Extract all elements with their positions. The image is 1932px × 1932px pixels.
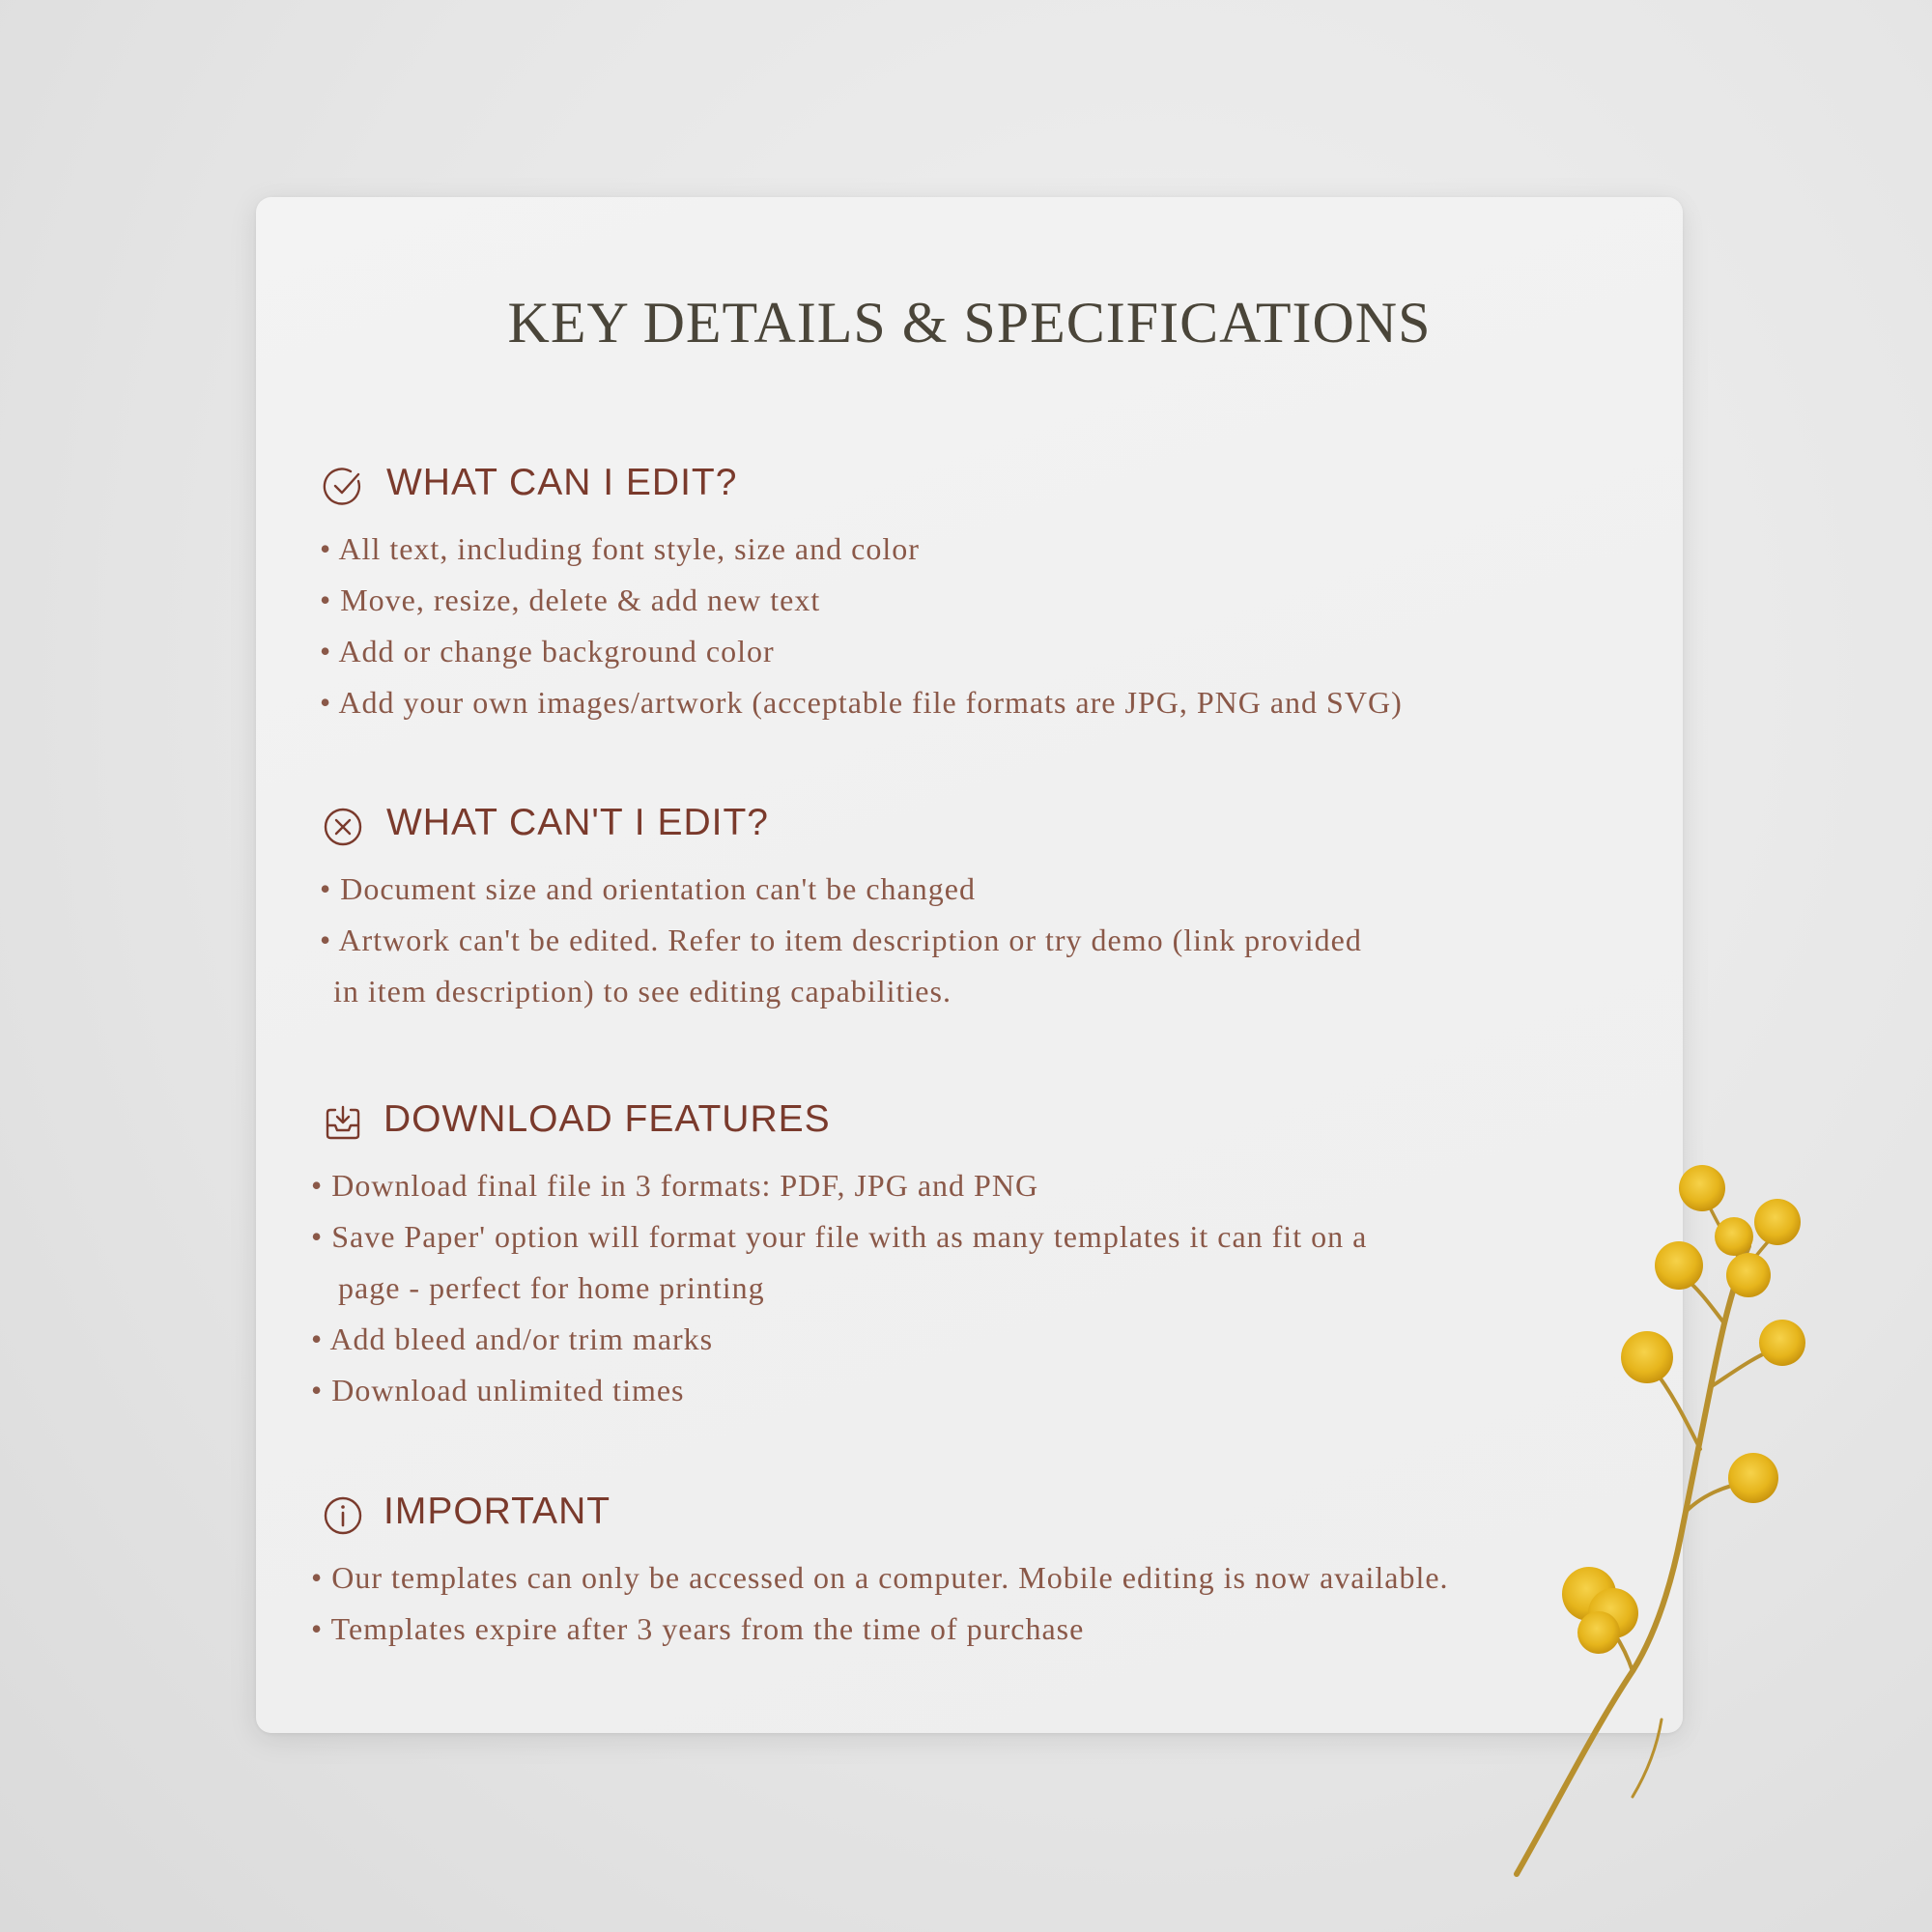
section-download-features <box>256 1094 1683 1407</box>
list-item: • Our templates can only be accessed on a computer. Mobile editing is now available. <box>311 1560 1449 1595</box>
section-important <box>256 1487 1683 1646</box>
list-item: • Document size and orientation can't be changed <box>320 871 976 906</box>
list-item-text: • Save Paper' option will format your file with as many templates it can fit on a <box>311 1219 1368 1254</box>
list-item: • Move, resize, delete & add new text <box>320 582 821 617</box>
section-heading: DOWNLOAD FEATURES <box>384 1098 831 1140</box>
list-item <box>311 1211 1367 1314</box>
section-header <box>256 798 1683 856</box>
info-circle-icon <box>322 1494 364 1537</box>
list-item: • Templates expire after 3 years from the time of purchase <box>311 1611 1085 1646</box>
section-header <box>256 458 1683 516</box>
download-box-icon <box>322 1102 364 1145</box>
section-what-cant-i-edit <box>256 798 1683 1009</box>
list-item: • All text, including font style, size and color <box>320 531 920 566</box>
list-item: • Add your own images/artwork (acceptable file formats are JPG, PNG and SVG) <box>320 685 1403 720</box>
section-header <box>256 1487 1683 1545</box>
list-item <box>320 915 1362 1017</box>
list-item: • Add bleed and/or trim marks <box>311 1321 714 1356</box>
list-item-continuation: in item description) to see editing capabilities. <box>333 974 952 1009</box>
list-item-text: • Artwork can't be edited. Refer to item description or try demo (link provided <box>320 923 1362 957</box>
item-list <box>320 864 1362 1017</box>
section-heading: IMPORTANT <box>384 1491 611 1532</box>
spec-card <box>256 197 1683 1733</box>
section-heading: WHAT CAN I EDIT? <box>386 462 738 503</box>
x-circle-icon <box>322 806 364 848</box>
item-list <box>311 1552 1449 1655</box>
list-item-continuation: page - perfect for home printing <box>338 1270 765 1305</box>
page-title: KEY DETAILS & SPECIFICATIONS <box>507 291 1432 355</box>
item-list <box>320 524 1403 728</box>
section-header <box>256 1094 1683 1152</box>
section-what-can-i-edit <box>256 458 1683 720</box>
flower-sprig-decoration <box>1488 1130 1874 1903</box>
list-item: • Download unlimited times <box>311 1373 685 1407</box>
list-item: • Add or change background color <box>320 634 775 668</box>
section-heading: WHAT CAN'T I EDIT? <box>386 802 769 843</box>
check-circle-icon <box>322 466 364 508</box>
item-list <box>311 1160 1367 1416</box>
list-item: • Download final file in 3 formats: PDF, JPG and PNG <box>311 1168 1039 1203</box>
